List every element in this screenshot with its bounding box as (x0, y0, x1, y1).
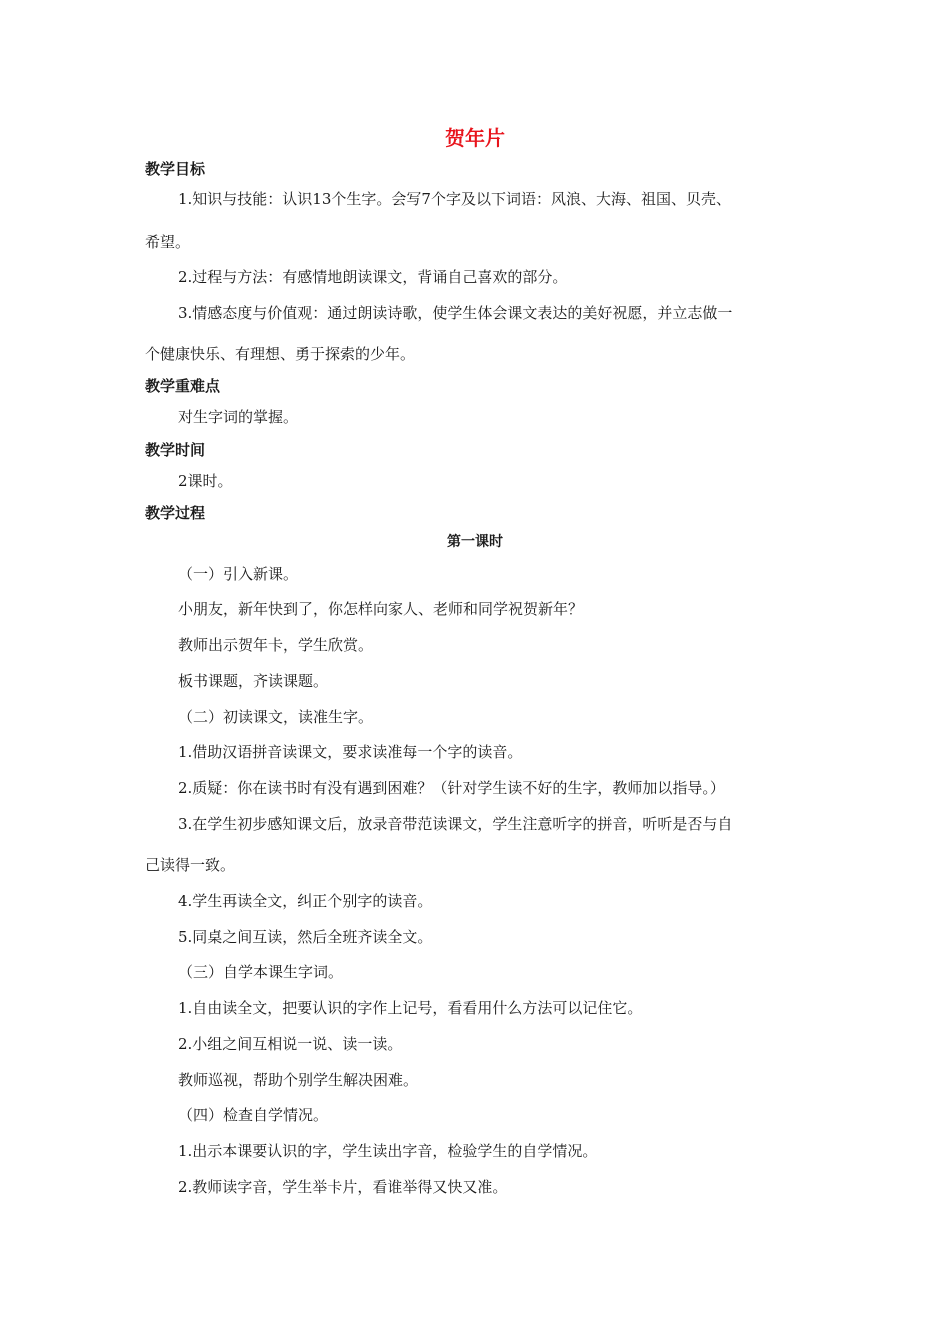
process-line: 己读得一致。 (145, 856, 236, 874)
process-line: （一）引入新课。 (178, 565, 299, 583)
process-line: 4.学生再读全文，纠正个别字的读音。 (178, 892, 433, 910)
process-line: 1.出示本课要认识的字，学生读出字音，检验学生的自学情况。 (178, 1142, 598, 1160)
document-title: 贺年片 (445, 126, 505, 150)
process-line: （二）初读课文，读准生字。 (178, 708, 374, 726)
goal-line: 希望。 (145, 233, 191, 251)
section-heading-goals: 教学目标 (145, 160, 206, 178)
process-line: 板书课题，齐读课题。 (178, 672, 329, 690)
goal-line: 个健康快乐、有理想、勇于探索的少年。 (145, 345, 416, 363)
process-line: 1.自由读全文，把要认识的字作上记号，看看用什么方法可以记住它。 (178, 999, 643, 1017)
process-line: 小朋友，新年快到了，你怎样向家人、老师和同学祝贺新年？ (178, 600, 584, 618)
process-line: 教师巡视，帮助个别学生解决困难。 (178, 1071, 419, 1089)
time-text: 2课时。 (178, 472, 233, 490)
process-line: 1.借助汉语拼音读课文，要求读准每一个字的读音。 (178, 743, 523, 761)
process-line: （四）检查自学情况。 (178, 1106, 329, 1124)
process-line: 教师出示贺年卡，学生欣赏。 (178, 636, 374, 654)
keypoints-text: 对生字词的掌握。 (178, 408, 299, 426)
process-line: 2.教师读字音，学生举卡片，看谁举得又快又准。 (178, 1178, 508, 1196)
process-line: 3.在学生初步感知课文后，放录音带范读课文，学生注意听字的拼音，听听是否与自 (178, 815, 733, 833)
section-heading-time: 教学时间 (145, 441, 206, 459)
section-heading-keypoints: 教学重难点 (145, 377, 221, 395)
goal-line: 1.知识与技能：认识13个生字。会写7个字及以下词语：风浪、大海、祖国、贝壳、 (178, 190, 731, 208)
process-line: 5.同桌之间互读，然后全班齐读全文。 (178, 928, 433, 946)
section-heading-process: 教学过程 (145, 504, 206, 522)
lesson-title: 第一课时 (447, 534, 503, 550)
process-line: （三）自学本课生字词。 (178, 963, 344, 981)
process-line: 2.小组之间互相说一说、读一读。 (178, 1035, 403, 1053)
process-line: 2.质疑：你在读书时有没有遇到困难？（针对学生读不好的生字，教师加以指导。） (178, 779, 725, 797)
goal-line: 3.情感态度与价值观：通过朗读诗歌，使学生体会课文表达的美好祝愿，并立志做一 (178, 304, 733, 322)
goal-line: 2.过程与方法：有感情地朗读课文，背诵自己喜欢的部分。 (178, 268, 568, 286)
